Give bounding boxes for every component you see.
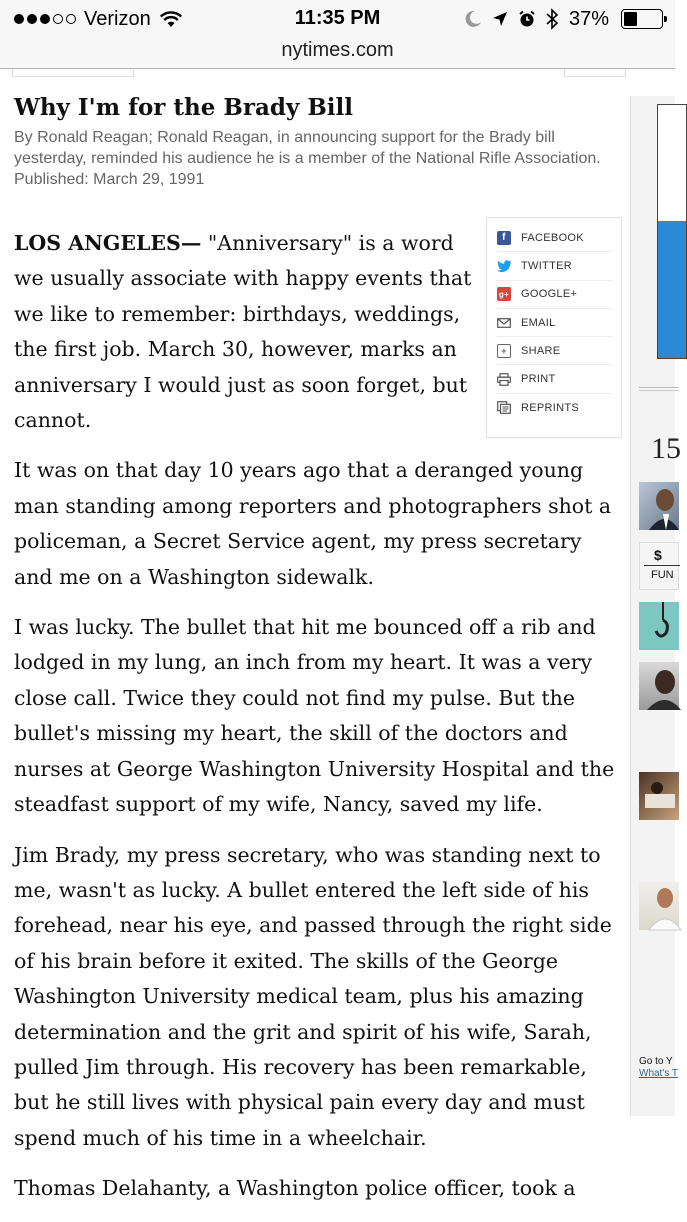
divider: [639, 387, 679, 391]
rail-ad-box[interactable]: [657, 104, 687, 359]
battery-icon: [621, 9, 663, 29]
battery-percent: 37%: [568, 7, 609, 30]
share-label: PRINT: [521, 373, 556, 386]
alarm-icon: [518, 10, 536, 28]
location-arrow-icon: [492, 11, 508, 27]
share-google-plus-button[interactable]: [497, 281, 613, 309]
rail-thumbnail[interactable]: [639, 662, 679, 710]
rail-thumbnail[interactable]: [639, 482, 679, 530]
most-emailed-number: 15: [651, 432, 681, 465]
share-facebook-button[interactable]: [497, 224, 613, 252]
paragraph: I was lucky. The bullet that hit me bounced off a rib and lodged in my lung, an inch from my heart. It was a very close call. Twice they could not find my pulse. But the bullet's missing my heart, the skill of the doctors and nurses at George Washington University Hospital and the steadfast support of my wife, Nancy, saved my life.: [14, 615, 615, 817]
article-header: [14, 92, 626, 191]
rail-thumbnail[interactable]: [639, 602, 679, 650]
status-bar: [0, 0, 675, 36]
share-email-button[interactable]: [497, 309, 613, 337]
paragraph: Thomas Delahanty, a Washington police officer, took a: [14, 1176, 576, 1201]
share-label: GOOGLE+: [521, 288, 578, 301]
rail-thumbnail[interactable]: [639, 772, 679, 820]
facebook-icon: f: [497, 231, 511, 245]
page-top-edge: [0, 68, 675, 77]
paragraph: LOS ANGELES— "Anniversary" is a word we usually associate with happy events that we like to remember: birthdays, weddings, the first job. March 30, however, marks an anniversary I would just as soon forget, but cannot.: [14, 231, 472, 433]
share-more-button[interactable]: [497, 337, 613, 365]
rail-thumbnail[interactable]: [639, 542, 679, 590]
reprints-button[interactable]: [497, 394, 613, 422]
byline: By Ronald Reagan; Ronald Reagan, in announcing support for the Brady bill yesterday, reminded his audience he is a member of the National Rifle Association.: [14, 129, 601, 167]
google-plus-icon: g+: [497, 287, 511, 301]
share-label: TWITTER: [521, 259, 572, 272]
share-tools: [486, 217, 622, 438]
email-icon: [497, 316, 511, 330]
paragraph: It was on that day 10 years ago that a deranged young man standing among reporters and photographers shot a policeman, a Secret Service agent, my press secretary and me on a Washington sidewalk.: [14, 458, 612, 589]
rail-thumbnail[interactable]: [639, 882, 679, 930]
headline: Why I'm for the Brady Bill: [14, 94, 353, 121]
bluetooth-icon: [546, 8, 559, 30]
dateline: LOS ANGELES—: [14, 231, 202, 255]
moon-icon: [464, 10, 482, 28]
wifi-icon: [159, 10, 183, 28]
share-label: EMAIL: [521, 316, 556, 329]
signal-strength-icon: [14, 14, 76, 24]
fun-label: FUN: [651, 569, 674, 581]
rail-link[interactable]: Go to Y What's T: [639, 1056, 678, 1079]
right-rail: [630, 96, 681, 1116]
carrier-label: Verizon: [84, 7, 151, 30]
twitter-icon: [497, 259, 511, 273]
share-label: FACEBOOK: [521, 231, 584, 244]
print-button[interactable]: [497, 365, 613, 393]
print-icon: [497, 372, 511, 386]
dollar-icon: $: [654, 547, 662, 563]
share-icon: +: [497, 344, 511, 358]
share-label: REPRINTS: [521, 401, 580, 414]
status-right: [464, 7, 663, 31]
share-twitter-button[interactable]: [497, 252, 613, 280]
address-bar[interactable]: [0, 36, 675, 68]
share-label: SHARE: [521, 344, 561, 357]
paragraph: Jim Brady, my press secretary, who was standing next to me, wasn't as lucky. A bullet entered the left side of his forehead, near his eye, and passed through the right side of his brain before it exited. The skills of the George Washington University medical team, plus his amazing determination and the grit and spirit of his wife, Sarah, pulled Jim through. His recovery has been remarkable, but he still lives with physical pain every day and must spend much of his time in a wheelchair.: [14, 842, 612, 1150]
status-left: [14, 8, 183, 30]
published-date: Published: March 29, 1991: [14, 171, 205, 188]
url-label[interactable]: nytimes.com: [281, 39, 394, 61]
reprints-icon: [497, 401, 511, 415]
clock: 11:35 PM: [294, 7, 381, 29]
